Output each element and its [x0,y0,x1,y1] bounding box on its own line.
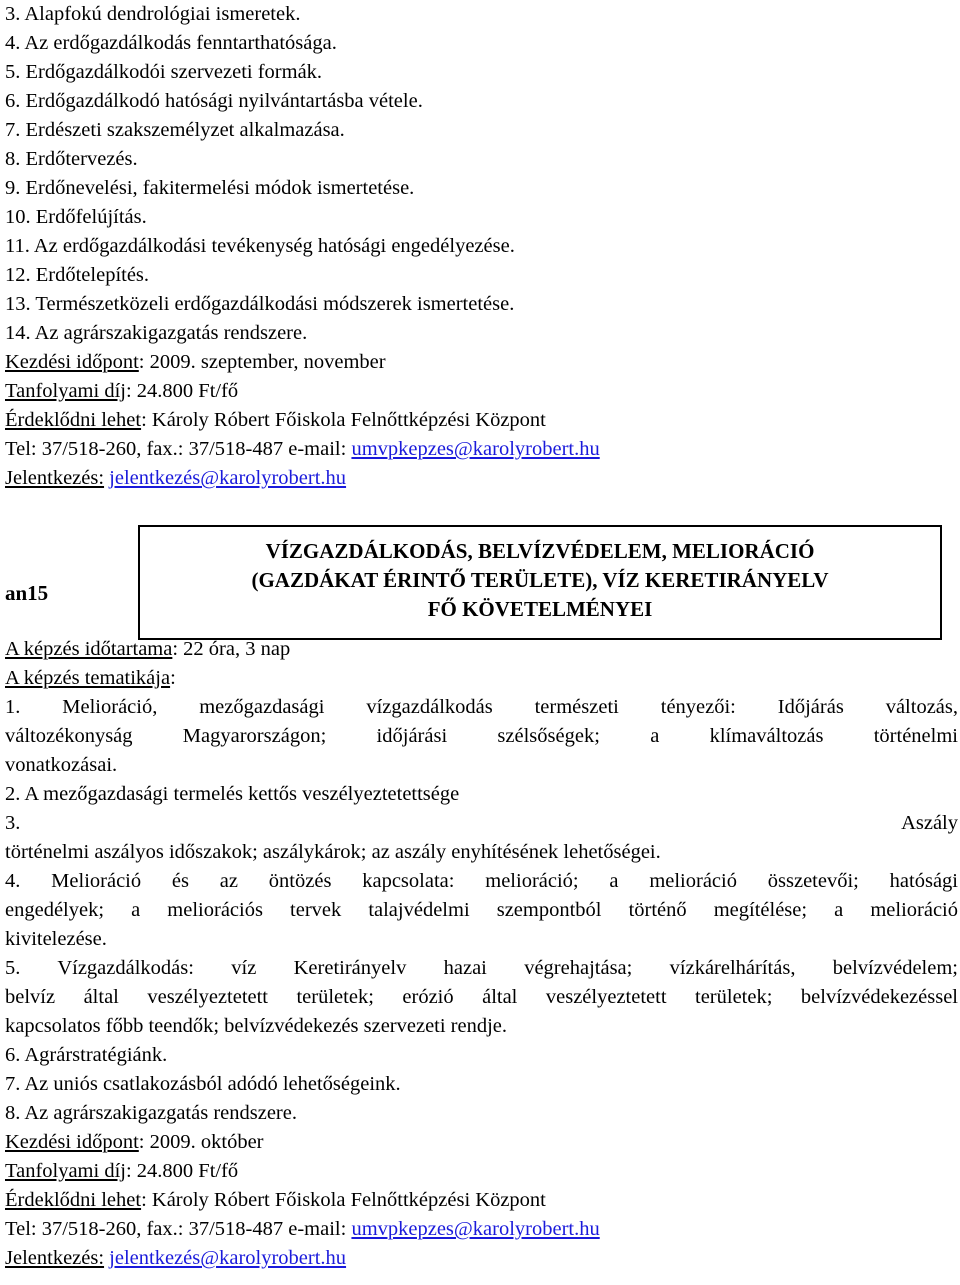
apply-email-link[interactable]: jelentkezés@karolyrobert.hu [109,467,347,489]
start-date-line [5,348,960,377]
list-item: 7. Erdészeti szakszemélyzet alkalmazása. [5,119,345,141]
topic-line: 6. Agrárstratégiánk. [5,1044,168,1066]
contact-text: Tel: 37/518-260, fax.: 37/518-487 e-mail: [5,1218,352,1240]
topic-line: 2. A mezőgazdasági termelés kettős veszélyeztetettsége [5,783,460,805]
list-item: 14. Az agrárszakigazgatás rendszere. [5,322,308,344]
inquiry-value: : Károly Róbert Főiskola Felnőttképzési Központ [141,1189,546,1211]
course2-body [5,635,960,1273]
topics-colon: : [170,667,176,689]
topic-item [5,809,960,867]
duration-label: A képzés időtartama [5,638,173,660]
topic-item [5,780,960,809]
course-title-line: (GAZDÁKAT ÉRINTŐ TERÜLETE), VÍZ KERETIRÁNYELV [251,568,829,592]
email-link[interactable]: umvpkepzes@karolyrobert.hu [351,1218,600,1240]
list-item: 6. Erdőgazdálkodó hatósági nyilvántartásba vétele. [5,90,423,112]
course-title-line: FŐ KÖVETELMÉNYEI [427,597,653,621]
list-item: 9. Erdőnevelési, fakitermelési módok ismertetése. [5,177,415,199]
start-date-line [5,1128,960,1157]
fee-label: Tanfolyami díj [5,380,126,402]
topic-item [5,693,960,780]
topic-list-course1 [5,0,960,348]
course-title-box [138,525,942,640]
topic-list-course2 [5,693,960,1128]
topic-line: 8. Az agrárszakigazgatás rendszere. [5,1102,297,1124]
topic-item [5,867,960,954]
topic-item [5,1041,960,1070]
list-item: 8. Erdőtervezés. [5,148,138,170]
topic-item [5,1070,960,1099]
topic-line: történelmi aszályos időszakok; aszálykárok; az aszály enyhítésének lehetőségei. [5,841,661,863]
contact-line [5,1215,960,1244]
topic-line: változékonyság Magyarországon; időjárási szélsőségek; a klímaváltozás történelmi [5,725,958,747]
apply-line [5,464,960,493]
inquiry-value: : Károly Róbert Főiskola Felnőttképzési Központ [141,409,546,431]
inquiry-label: Érdeklődni lehet [5,409,142,431]
fee-line [5,377,960,406]
list-item: 3. Alapfokú dendrológiai ismeretek. [5,3,301,25]
apply-label: Jelentkezés: [5,1247,105,1269]
topic-line: engedélyek; a meliorációs tervek talajvédelmi szempontból történő megítélése; a melioráció [5,899,958,921]
list-item: 10. Erdőfelújítás. [5,206,147,228]
email-link[interactable]: umvpkepzes@karolyrobert.hu [351,438,600,460]
topic-line: kapcsolatos főbb teendők; belvízvédekezés szervezeti rendje. [5,1015,508,1037]
course-title-line: VÍZGAZDÁLKODÁS, BELVÍZVÉDELEM, MELIORÁCIÓ [265,539,815,563]
topic-line: 3. Aszály [5,812,958,834]
topic-line: 7. Az uniós csatlakozásból adódó lehetőségeink. [5,1073,401,1095]
apply-line [5,1244,960,1273]
inquiry-line [5,1186,960,1215]
start-date-value: : 2009. szeptember, november [138,351,386,373]
topic-line: 1. Melioráció, mezőgazdasági vízgazdálkodás természeti tényezői: Időjárás változás, [5,696,958,718]
duration-value: : 22 óra, 3 nap [172,638,291,660]
apply-email-link[interactable]: jelentkezés@karolyrobert.hu [109,1247,347,1269]
contact-text: Tel: 37/518-260, fax.: 37/518-487 e-mail: [5,438,352,460]
topics-label: A képzés tematikája [5,667,171,689]
list-item: 12. Erdőtelepítés. [5,264,150,286]
apply-label: Jelentkezés: [5,467,105,489]
topic-line: vonatkozásai. [5,754,118,776]
course-code: an15 [5,581,49,605]
start-date-label: Kezdési időpont [5,1131,139,1153]
fee-line [5,1157,960,1186]
topics-heading [5,664,960,693]
document-page [5,0,960,1273]
contact-line [5,435,960,464]
topic-item [5,954,960,1041]
topic-line: belvíz által veszélyeztetett területek; erózió által veszélyeztetett területek; belvízvédekezéssel [5,986,958,1008]
course1-details [5,348,960,493]
list-item: 11. Az erdőgazdálkodási tevékenység hatósági engedélyezése. [5,235,515,257]
topic-line: 5. Vízgazdálkodás: víz Keretirányelv hazai végrehajtása; vízkárelhárítás, belvízvédelem; [5,957,958,979]
topic-item [5,1099,960,1128]
start-date-label: Kezdési időpont [5,351,139,373]
list-item: 13. Természetközeli erdőgazdálkodási módszerek ismertetése. [5,293,515,315]
topic-line: 4. Melioráció és az öntözés kapcsolata: melioráció; a melioráció összetevői; hatósági [5,870,958,892]
start-date-value: : 2009. október [138,1131,264,1153]
topic-line: kivitelezése. [5,928,107,950]
fee-value: : 24.800 Ft/fő [125,1160,239,1182]
inquiry-label: Érdeklődni lehet [5,1189,142,1211]
inquiry-line [5,406,960,435]
course2-header [5,525,960,645]
list-item: 4. Az erdőgazdálkodás fenntarthatósága. [5,32,337,54]
fee-label: Tanfolyami díj [5,1160,126,1182]
fee-value: : 24.800 Ft/fő [125,380,239,402]
list-item: 5. Erdőgazdálkodói szervezeti formák. [5,61,323,83]
